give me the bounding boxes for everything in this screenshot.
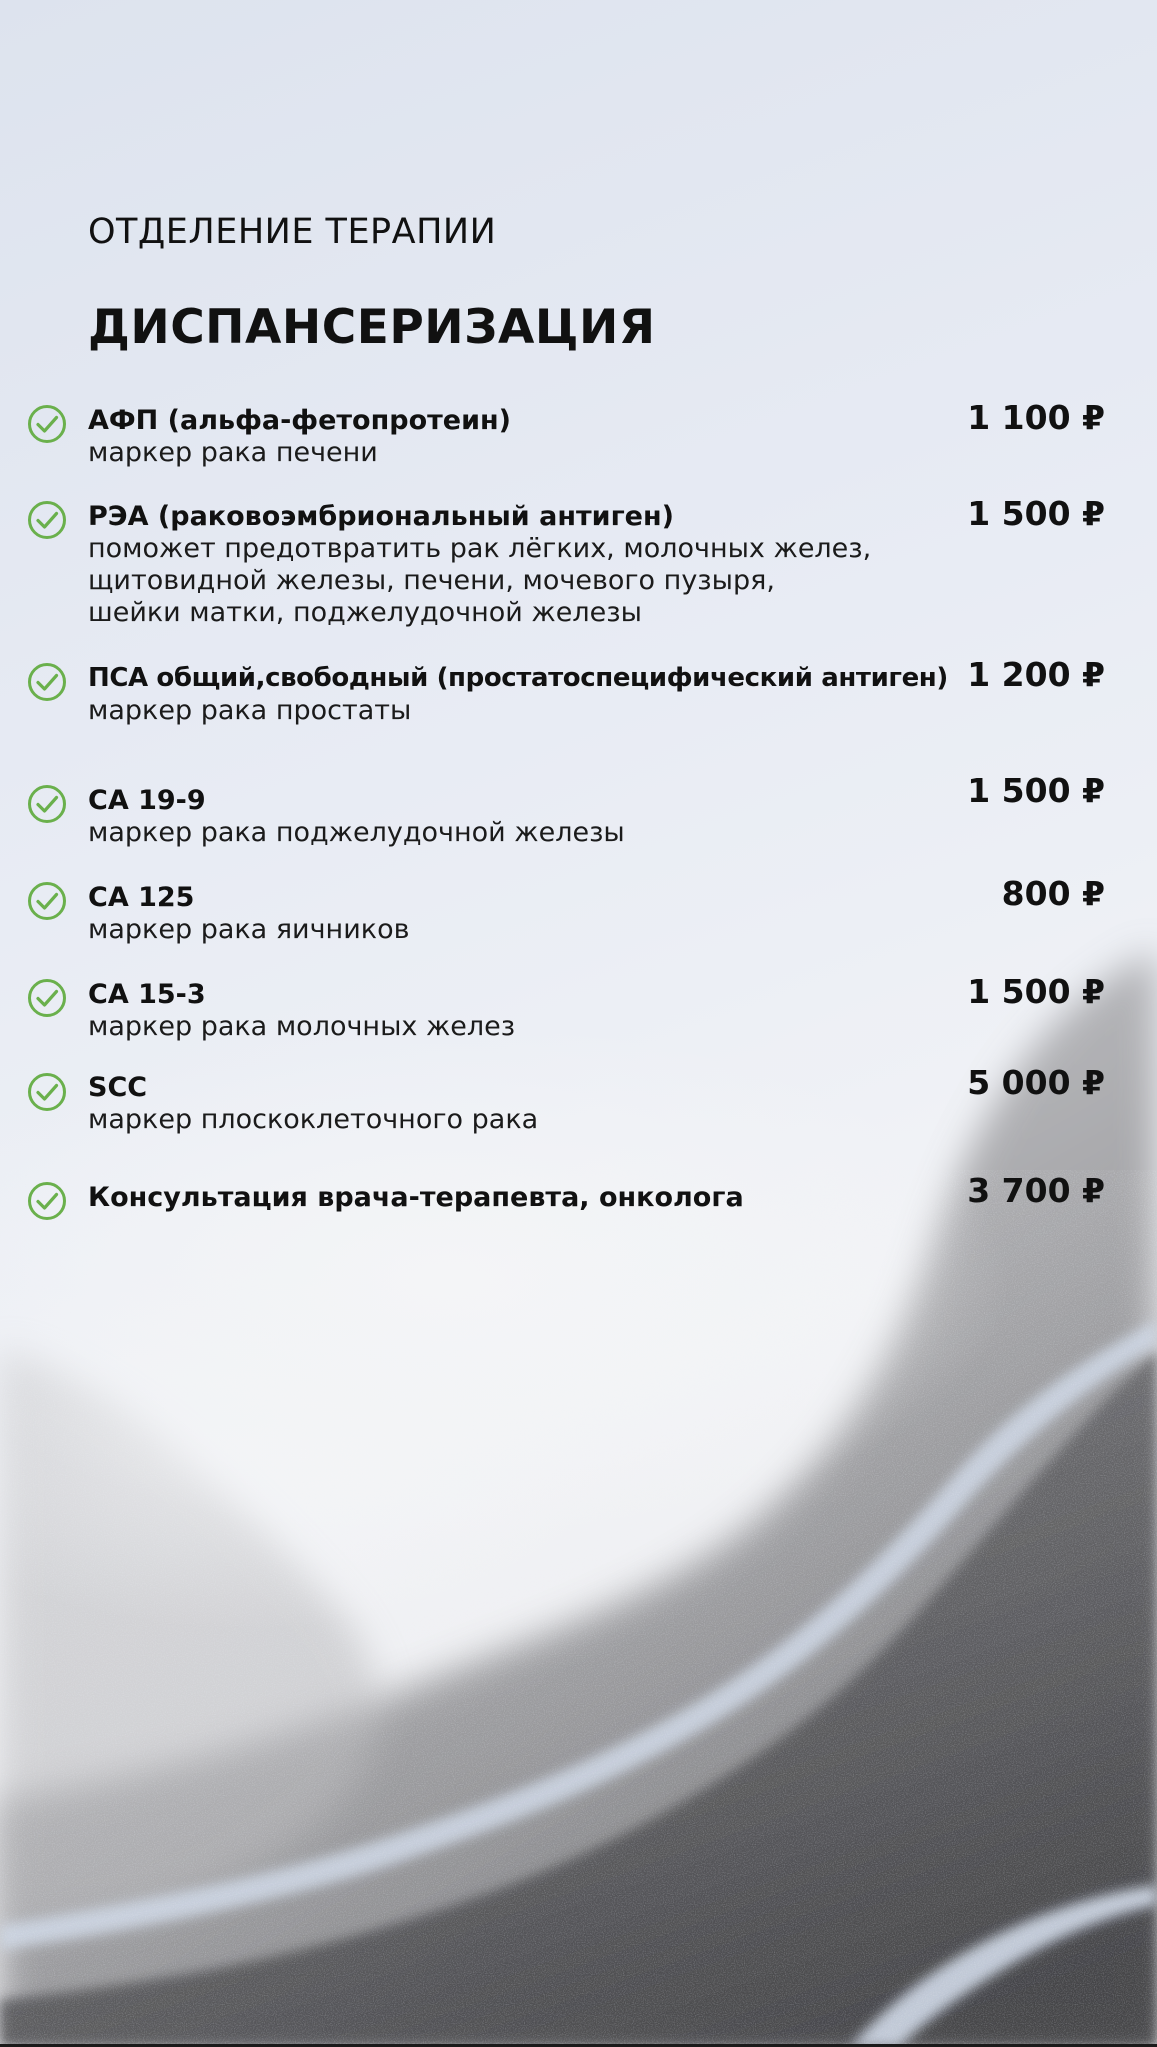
item-price: 1 500 ₽ bbox=[967, 771, 1105, 810]
check-circle-icon bbox=[27, 662, 67, 702]
item-description: щитовидной железы, печени, мочевого пузыря, bbox=[88, 565, 775, 596]
item-price: 1 500 ₽ bbox=[967, 972, 1105, 1011]
item-name: РЭА (раковоэмбриональный антиген) bbox=[88, 501, 674, 532]
check-circle-icon bbox=[27, 784, 67, 824]
item-name: SCC bbox=[88, 1072, 148, 1103]
item-name: ПСА общий,свободный (простатоспецифический антиген) bbox=[88, 663, 948, 693]
item-description: шейки матки, поджелудочной железы bbox=[88, 597, 642, 628]
item-name: СА 19-9 bbox=[88, 785, 206, 816]
item-description: маркер рака печени bbox=[88, 437, 378, 468]
item-name: Консультация врача-терапевта, онколога bbox=[88, 1182, 744, 1213]
check-circle-icon bbox=[27, 500, 67, 540]
item-name: СА 15-3 bbox=[88, 979, 206, 1010]
item-price: 5 000 ₽ bbox=[967, 1063, 1105, 1102]
item-name: СА 125 bbox=[88, 882, 195, 913]
item-description: маркер рака поджелудочной железы bbox=[88, 817, 625, 848]
item-name: АФП (альфа-фетопротеин) bbox=[88, 405, 511, 436]
check-circle-icon bbox=[27, 1181, 67, 1221]
check-circle-icon bbox=[27, 1072, 67, 1112]
item-price: 1 100 ₽ bbox=[967, 398, 1105, 437]
check-circle-icon bbox=[27, 881, 67, 921]
department-label: ОТДЕЛЕНИЕ ТЕРАПИИ bbox=[88, 212, 497, 252]
check-circle-icon bbox=[27, 978, 67, 1018]
item-description: маркер рака простаты bbox=[88, 695, 412, 726]
item-description: маркер рака яичников bbox=[88, 914, 410, 945]
item-description: поможет предотвратить рак лёгких, молочных желез, bbox=[88, 533, 872, 564]
item-description: маркер плоскоклеточного рака bbox=[88, 1104, 539, 1135]
check-circle-icon bbox=[27, 404, 67, 444]
page-title: ДИСПАНСЕРИЗАЦИЯ bbox=[88, 300, 656, 355]
item-price: 1 500 ₽ bbox=[967, 494, 1105, 533]
item-description: маркер рака молочных желез bbox=[88, 1011, 516, 1042]
item-price: 800 ₽ bbox=[1001, 874, 1105, 913]
item-price: 3 700 ₽ bbox=[967, 1171, 1105, 1210]
item-price: 1 200 ₽ bbox=[967, 655, 1105, 694]
